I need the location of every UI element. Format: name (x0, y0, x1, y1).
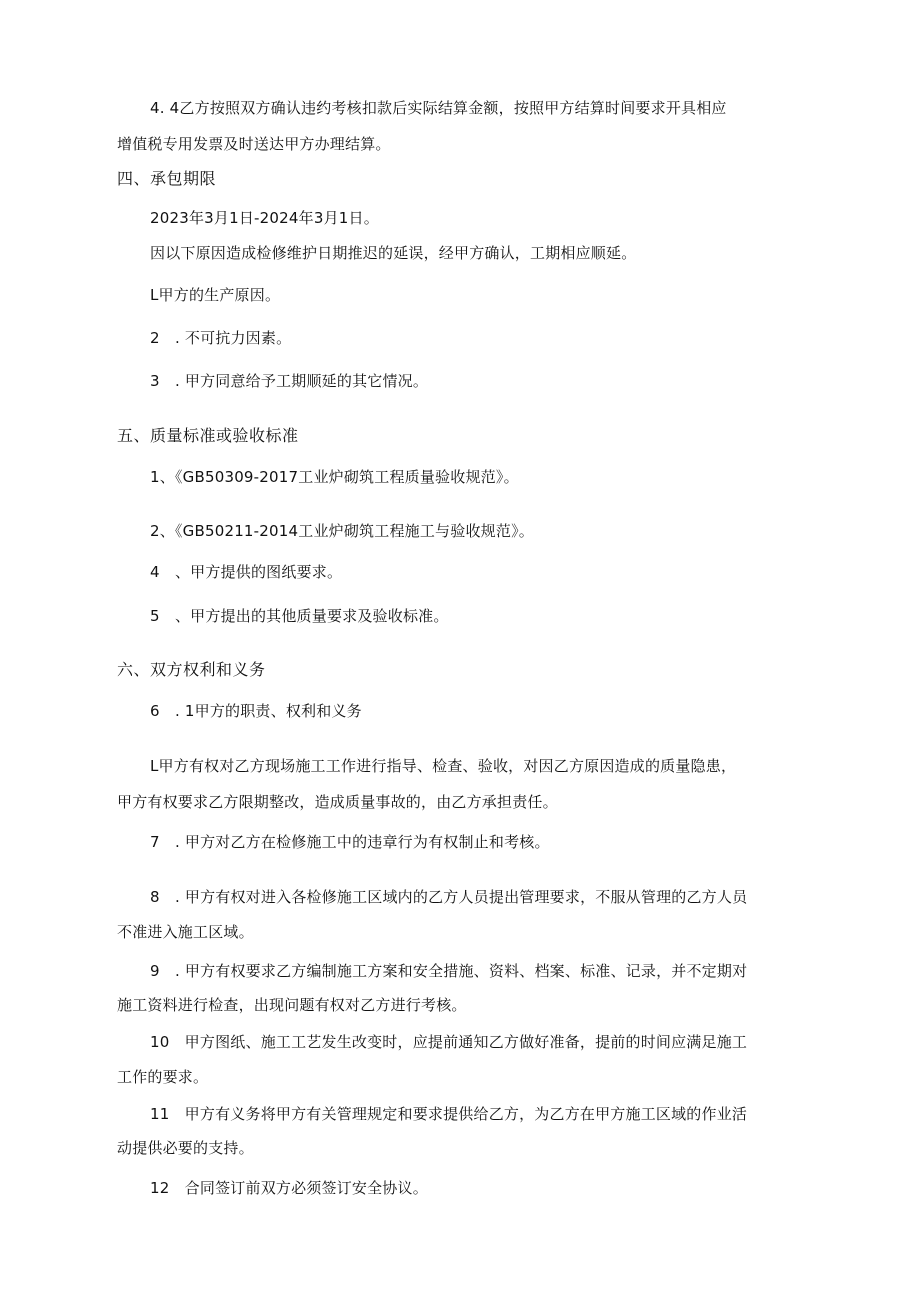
paragraph-11-line-2: 动提供必要的支持。 (117, 1139, 254, 1157)
delay-item-1: L甲方的生产原因。 (150, 286, 281, 304)
paragraph-9-line-2: 施工资料进行检查，出现问题有权对乙方进行考核。 (117, 996, 467, 1014)
section-6-heading: 六、双方权利和义务 (117, 660, 266, 679)
paragraph-4-4-line-2: 增值税专用发票及时送达甲方办理结算。 (117, 135, 391, 153)
paragraph-8-line-2: 不准进入施工区域。 (117, 923, 254, 941)
paragraph-10-line-2: 工作的要求。 (117, 1068, 209, 1086)
paragraph-8-line-1: 8 . 甲方有权对进入各检修施工区域内的乙方人员提出管理要求，不服从管理的乙方人员 (150, 888, 748, 906)
standard-item-1: 1、《GB50309-2017工业炉砌筑工程质量验收规范》。 (150, 468, 519, 486)
section-4-heading: 四、承包期限 (117, 169, 217, 188)
standard-item-2: 2、《GB50211-2014工业炉砌筑工程施工与验收规范》。 (150, 522, 534, 540)
paragraph-L-line-1: L甲方有权对乙方现场施工工作进行指导、检查、验收，对因乙方原因造成的质量隐患， (150, 757, 737, 775)
paragraph-L-line-2: 甲方有权要求乙方限期整改，造成质量事故的，由乙方承担责任。 (117, 793, 558, 811)
delay-intro: 因以下原因造成检修维护日期推迟的延误，经甲方确认，工期相应顺延。 (150, 244, 637, 262)
standard-item-5: 5 、甲方提出的其他质量要求及验收标准。 (150, 607, 449, 625)
paragraph-10-line-1: 10 甲方图纸、施工工艺发生改变时，应提前通知乙方做好准备，提前的时间应满足施工 (150, 1033, 748, 1051)
standard-item-4: 4 、甲方提供的图纸要求。 (150, 563, 343, 581)
paragraph-4-4-line-1: 4. 4乙方按照双方确认违约考核扣款后实际结算金额，按照甲方结算时间要求开具相应 (150, 99, 727, 117)
paragraph-12: 12 合同签订前双方必须签订安全协议。 (150, 1179, 428, 1197)
paragraph-11-line-1: 11 甲方有义务将甲方有关管理规定和要求提供给乙方，为乙方在甲方施工区域的作业活 (150, 1105, 748, 1123)
delay-item-2: 2 . 不可抗力因素。 (150, 329, 292, 347)
subsection-6-1: 6 . 1甲方的职责、权利和义务 (150, 702, 362, 720)
section-5-heading: 五、质量标准或验收标准 (117, 426, 299, 445)
contract-period: 2023年3月1日-2024年3月1日。 (150, 209, 379, 227)
delay-item-3: 3 . 甲方同意给予工期顺延的其它情况。 (150, 372, 429, 390)
paragraph-7: 7 . 甲方对乙方在检修施工中的违章行为有权制止和考核。 (150, 833, 550, 851)
paragraph-9-line-1: 9 . 甲方有权要求乙方编制施工方案和安全措施、资料、档案、标准、记录，并不定期对 (150, 962, 748, 980)
